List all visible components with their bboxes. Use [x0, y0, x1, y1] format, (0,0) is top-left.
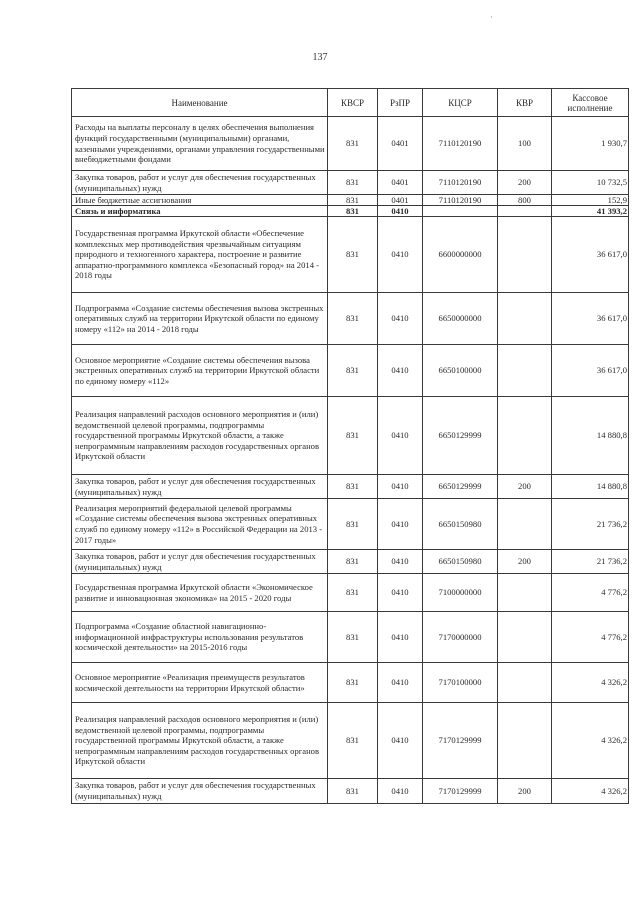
row-amount: 152,9	[552, 195, 629, 206]
row-rzpr: 0410	[378, 574, 423, 612]
col-header-rzpr: РзПР	[378, 89, 423, 117]
budget-execution-table	[71, 88, 629, 804]
row-kvsr: 831	[328, 574, 378, 612]
row-kvr: 200	[498, 550, 552, 574]
row-kvsr: 831	[328, 397, 378, 475]
row-kvsr: 831	[328, 293, 378, 345]
row-kvr: 800	[498, 195, 552, 206]
row-kvr	[498, 663, 552, 703]
row-kvr	[498, 206, 552, 217]
row-kvsr: 831	[328, 703, 378, 779]
row-rzpr: 0410	[378, 345, 423, 397]
row-kvsr: 831	[328, 195, 378, 206]
row-kvsr: 831	[328, 499, 378, 550]
row-rzpr: 0410	[378, 663, 423, 703]
row-kcsr	[423, 206, 498, 217]
row-kcsr: 6650150980	[423, 550, 498, 574]
row-rzpr: 0410	[378, 499, 423, 550]
row-rzpr: 0410	[378, 703, 423, 779]
row-name: Государственная программа Иркутской области «Обеспечение комплексных мер противодействия чрезвычайным ситуациям природного и техногенного характера, построение и развитие аппаратно-программного комплекса «Безопасный город» на 2014 - 2018 годы	[72, 217, 328, 293]
row-name: Основное мероприятие «Реализация преимуществ результатов космической деятельности на территории Иркутской области»	[72, 663, 328, 703]
row-kvsr: 831	[328, 663, 378, 703]
row-amount: 36 617,0	[552, 217, 629, 293]
row-kvr: 200	[498, 779, 552, 804]
row-amount: 14 880,8	[552, 397, 629, 475]
row-kvsr: 831	[328, 550, 378, 574]
row-name: Реализация направлений расходов основного мероприятия и (или) ведомственной целевой программы, подпрограммы государственной программы Иркутской области, а также непрограммным направлениям расходов государственных органов Иркутской области	[72, 703, 328, 779]
table-row	[72, 574, 629, 612]
row-rzpr: 0410	[378, 475, 423, 499]
row-kvr	[498, 499, 552, 550]
row-kvsr: 831	[328, 206, 378, 217]
row-kvr: 100	[498, 117, 552, 171]
row-kvr: 200	[498, 171, 552, 195]
row-kcsr: 6650129999	[423, 475, 498, 499]
row-kcsr: 7170129999	[423, 703, 498, 779]
row-kvr	[498, 345, 552, 397]
table-row	[72, 397, 629, 475]
table-row	[72, 117, 629, 171]
row-amount: 4 776,2	[552, 574, 629, 612]
table-row	[72, 475, 629, 499]
col-header-amount: Кассовое исполнение	[552, 89, 629, 117]
row-kcsr: 7110120190	[423, 195, 498, 206]
row-rzpr: 0410	[378, 206, 423, 217]
table-row	[72, 345, 629, 397]
col-header-kvsr: КВСР	[328, 89, 378, 117]
row-kcsr: 6650100000	[423, 345, 498, 397]
table-row	[72, 550, 629, 574]
row-kcsr: 7170100000	[423, 663, 498, 703]
row-name: Реализация направлений расходов основного мероприятия и (или) ведомственной целевой программы, подпрограммы государственной программы Иркутской области, а также непрограммным направлениям расходов государственных органов Иркутской области	[72, 397, 328, 475]
table-body	[72, 117, 629, 804]
table-row	[72, 779, 629, 804]
row-rzpr: 0410	[378, 293, 423, 345]
table-row	[72, 195, 629, 206]
row-name: Реализация мероприятий федеральной целевой программы «Создание системы обеспечения вызова экстренных оперативных служб по единому номеру «112» в Российской Федерации на 2013 - 2017 годы»	[72, 499, 328, 550]
row-kcsr: 7100000000	[423, 574, 498, 612]
row-kvsr: 831	[328, 345, 378, 397]
row-kvr	[498, 574, 552, 612]
row-kvsr: 831	[328, 475, 378, 499]
row-kvr	[498, 217, 552, 293]
table-row	[72, 612, 629, 663]
row-kvr	[498, 703, 552, 779]
scan-mark: ·	[490, 12, 493, 22]
row-kvsr: 831	[328, 171, 378, 195]
col-header-kcsr: КЦСР	[423, 89, 498, 117]
table-row	[72, 217, 629, 293]
row-kcsr: 7170129999	[423, 779, 498, 804]
table-row	[72, 171, 629, 195]
row-kcsr: 7110120190	[423, 171, 498, 195]
row-name: Расходы на выплаты персоналу в целях обеспечения выполнения функций государственными (муниципальными) органами, казенными учреждениями, органами управления государственными внебюджетными фондами	[72, 117, 328, 171]
col-header-name: Наименование	[72, 89, 328, 117]
row-rzpr: 0410	[378, 779, 423, 804]
row-name: Подпрограмма «Создание областной навигационно-информационной инфраструктуры использования результатов космической деятельности» на 2015-2016 годы	[72, 612, 328, 663]
col-header-kvr: КВР	[498, 89, 552, 117]
row-name: Закупка товаров, работ и услуг для обеспечения государственных (муниципальных) нужд	[72, 779, 328, 804]
table-row	[72, 499, 629, 550]
row-kvr	[498, 293, 552, 345]
row-name: Иные бюджетные ассигнования	[72, 195, 328, 206]
row-amount: 14 880,8	[552, 475, 629, 499]
row-kvsr: 831	[328, 117, 378, 171]
row-kvsr: 831	[328, 217, 378, 293]
row-amount: 41 393,2	[552, 206, 629, 217]
row-rzpr: 0410	[378, 397, 423, 475]
row-amount: 21 736,2	[552, 550, 629, 574]
row-rzpr: 0410	[378, 217, 423, 293]
table-row	[72, 663, 629, 703]
row-kcsr: 7110120190	[423, 117, 498, 171]
row-amount: 1 930,7	[552, 117, 629, 171]
row-rzpr: 0401	[378, 117, 423, 171]
row-name: Основное мероприятие «Создание системы обеспечения вызова экстренных оперативных служб на территории Иркутской области по единому номеру «112»	[72, 345, 328, 397]
row-amount: 10 732,5	[552, 171, 629, 195]
row-rzpr: 0401	[378, 171, 423, 195]
row-amount: 4 776,2	[552, 612, 629, 663]
row-name: Подпрограмма «Создание системы обеспечения вызова экстренных оперативных служб на территории Иркутской области по единому номеру «112» на 2014 - 2018 годы	[72, 293, 328, 345]
row-kvsr: 831	[328, 779, 378, 804]
row-kcsr: 6650000000	[423, 293, 498, 345]
table-row	[72, 293, 629, 345]
row-amount: 4 326,2	[552, 779, 629, 804]
row-name: Закупка товаров, работ и услуг для обеспечения государственных (муниципальных) нужд	[72, 171, 328, 195]
row-kcsr: 6600000000	[423, 217, 498, 293]
row-name: Государственная программа Иркутской области «Экономическое развитие и инновационная экономика» на 2015 - 2020 годы	[72, 574, 328, 612]
table-row-section	[72, 206, 629, 217]
table-header-row	[72, 89, 629, 117]
row-kcsr: 6650150980	[423, 499, 498, 550]
row-kcsr: 6650129999	[423, 397, 498, 475]
row-rzpr: 0410	[378, 550, 423, 574]
row-kvsr: 831	[328, 612, 378, 663]
row-rzpr: 0401	[378, 195, 423, 206]
row-amount: 4 326,2	[552, 703, 629, 779]
row-name: Закупка товаров, работ и услуг для обеспечения государственных (муниципальных) нужд	[72, 550, 328, 574]
row-kvr	[498, 397, 552, 475]
row-amount: 36 617,0	[552, 345, 629, 397]
row-rzpr: 0410	[378, 612, 423, 663]
row-kvr	[498, 612, 552, 663]
row-kcsr: 7170000000	[423, 612, 498, 663]
row-amount: 21 736,2	[552, 499, 629, 550]
row-amount: 4 326,2	[552, 663, 629, 703]
row-name: Закупка товаров, работ и услуг для обеспечения государственных (муниципальных) нужд	[72, 475, 328, 499]
row-amount: 36 617,0	[552, 293, 629, 345]
table-row	[72, 703, 629, 779]
row-name: Связь и информатика	[72, 206, 328, 217]
page-number: 137	[312, 52, 328, 63]
row-kvr: 200	[498, 475, 552, 499]
